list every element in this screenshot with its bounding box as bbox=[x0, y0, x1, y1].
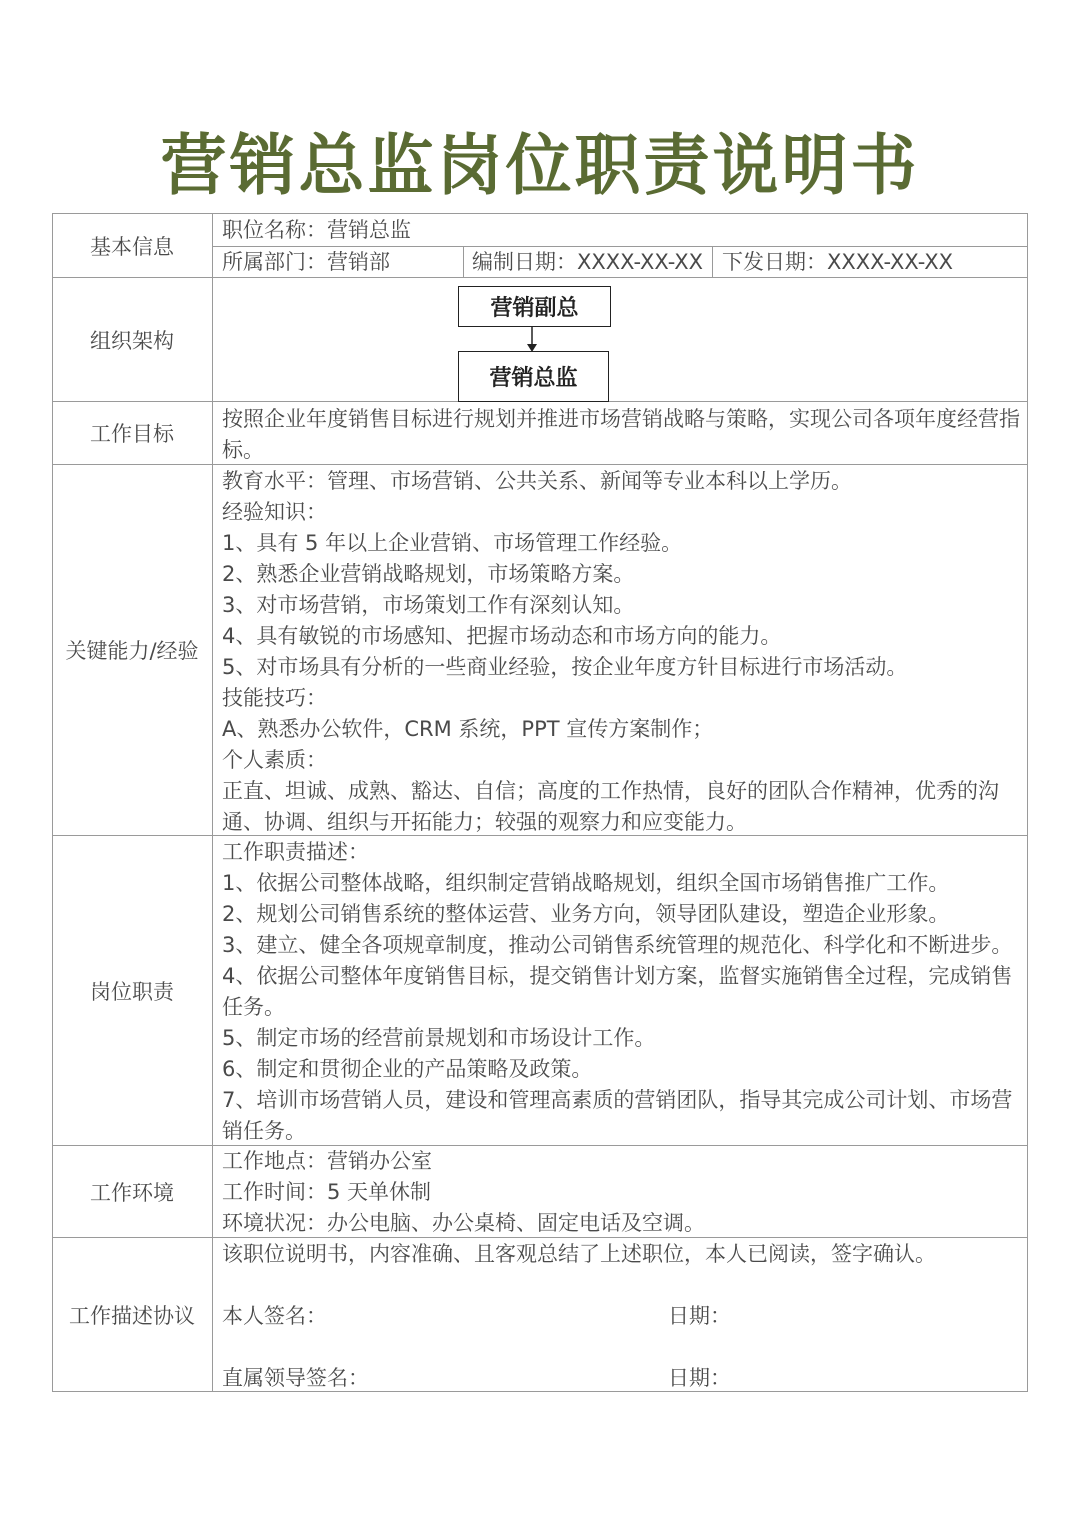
org-label: 组织架构 bbox=[90, 328, 174, 353]
ability-line: 2、熟悉企业营销战略规划，市场策略方案。 bbox=[222, 562, 635, 586]
ability-line: 教育水平：管理、市场营销、公共关系、新闻等专业本科以上学历。 bbox=[222, 469, 852, 493]
leader-signature-field[interactable]: 直属领导签名： bbox=[222, 1366, 369, 1390]
ability-label: 关键能力/经验 bbox=[65, 639, 199, 663]
ability-line: 经验知识： bbox=[222, 500, 327, 524]
ability-line: 3、对市场营销，市场策划工作有深刻认知。 bbox=[222, 593, 635, 617]
duty-line: 7、培训市场营销人员，建设和管理高素质的营销团队，指导其完成公司计划、市场营销任务。 bbox=[222, 1088, 1013, 1143]
env-line: 环境状况：办公电脑、办公桌椅、固定电话及空调。 bbox=[222, 1211, 705, 1235]
ability-line: 正直、坦诚、成熟、豁达、自信；高度的工作热情，良好的团队合作精神，优秀的沟通、协调、组织与开拓能力；较强的观察力和应变能力。 bbox=[222, 779, 999, 834]
duty-line: 4、依据公司整体年度销售目标，提交销售计划方案，监督实施销售全过程，完成销售任务。 bbox=[222, 964, 1013, 1019]
env-line: 工作时间：5 天单休制 bbox=[222, 1180, 432, 1204]
env-line: 工作地点：营销办公室 bbox=[222, 1149, 432, 1173]
self-signature-field[interactable]: 本人签名： bbox=[222, 1304, 327, 1328]
org-box-vice-president: 营销副总 bbox=[458, 286, 611, 327]
agreement-label: 工作描述协议 bbox=[69, 1304, 195, 1328]
duty-line: 5、制定市场的经营前景规划和市场设计工作。 bbox=[222, 1026, 656, 1050]
duty-line: 3、建立、健全各项规章制度，推动公司销售系统管理的规范化、科学化和不断进步。 bbox=[222, 933, 1013, 957]
goal-text: 按照企业年度销售目标进行规划并推进市场营销战略与策略，实现公司各项年度经营指标。 bbox=[222, 407, 1020, 462]
ability-line: 5、对市场具有分析的一些商业经验，按企业年度方针目标进行市场活动。 bbox=[222, 655, 908, 679]
column-divider bbox=[212, 213, 213, 1392]
leader-date-field[interactable]: 日期： bbox=[668, 1366, 731, 1390]
env-label: 工作环境 bbox=[90, 1180, 174, 1205]
goal-label: 工作目标 bbox=[90, 422, 174, 446]
ability-content bbox=[222, 466, 1022, 838]
duty-content bbox=[222, 837, 1022, 1147]
ability-line: 个人素质： bbox=[222, 748, 327, 772]
issue-date: 下发日期：XXXX-XX-XX bbox=[722, 250, 954, 274]
env-content bbox=[222, 1146, 1022, 1239]
agreement-statement: 该职位说明书，内容准确、且客观总结了上述职位，本人已阅读，签字确认。 bbox=[222, 1242, 936, 1266]
duty-line: 工作职责描述： bbox=[222, 840, 369, 864]
basic-info-label: 基本信息 bbox=[90, 234, 174, 259]
duty-line: 1、依据公司整体战略，组织制定营销战略规划，组织全国市场销售推广工作。 bbox=[222, 871, 950, 895]
ability-line: 4、具有敏锐的市场感知、把握市场动态和市场方向的能力。 bbox=[222, 624, 782, 648]
duty-label: 岗位职责 bbox=[90, 979, 174, 1004]
org-connector-arrow bbox=[520, 326, 544, 353]
basic-info-divider bbox=[712, 246, 713, 277]
ability-line: 1、具有 5 年以上企业营销、市场管理工作经验。 bbox=[222, 531, 683, 555]
duty-line: 6、制定和贯彻企业的产品策略及政策。 bbox=[222, 1057, 593, 1081]
self-date-field[interactable]: 日期： bbox=[668, 1304, 731, 1328]
position-name: 职位名称：营销总监 bbox=[222, 218, 411, 242]
duty-line: 2、规划公司销售系统的整体运营、业务方向，领导团队建设，塑造企业形象。 bbox=[222, 902, 950, 926]
page-title: 营销总监岗位职责说明书 bbox=[160, 126, 920, 204]
ability-line: 技能技巧： bbox=[222, 686, 327, 710]
department: 所属部门：营销部 bbox=[222, 250, 390, 274]
org-box-marketing-director: 营销总监 bbox=[458, 351, 609, 402]
compile-date: 编制日期：XXXX-XX-XX bbox=[472, 250, 704, 274]
basic-info-divider bbox=[463, 246, 464, 277]
ability-line: A、熟悉办公软件，CRM 系统，PPT 宣传方案制作； bbox=[222, 717, 714, 741]
